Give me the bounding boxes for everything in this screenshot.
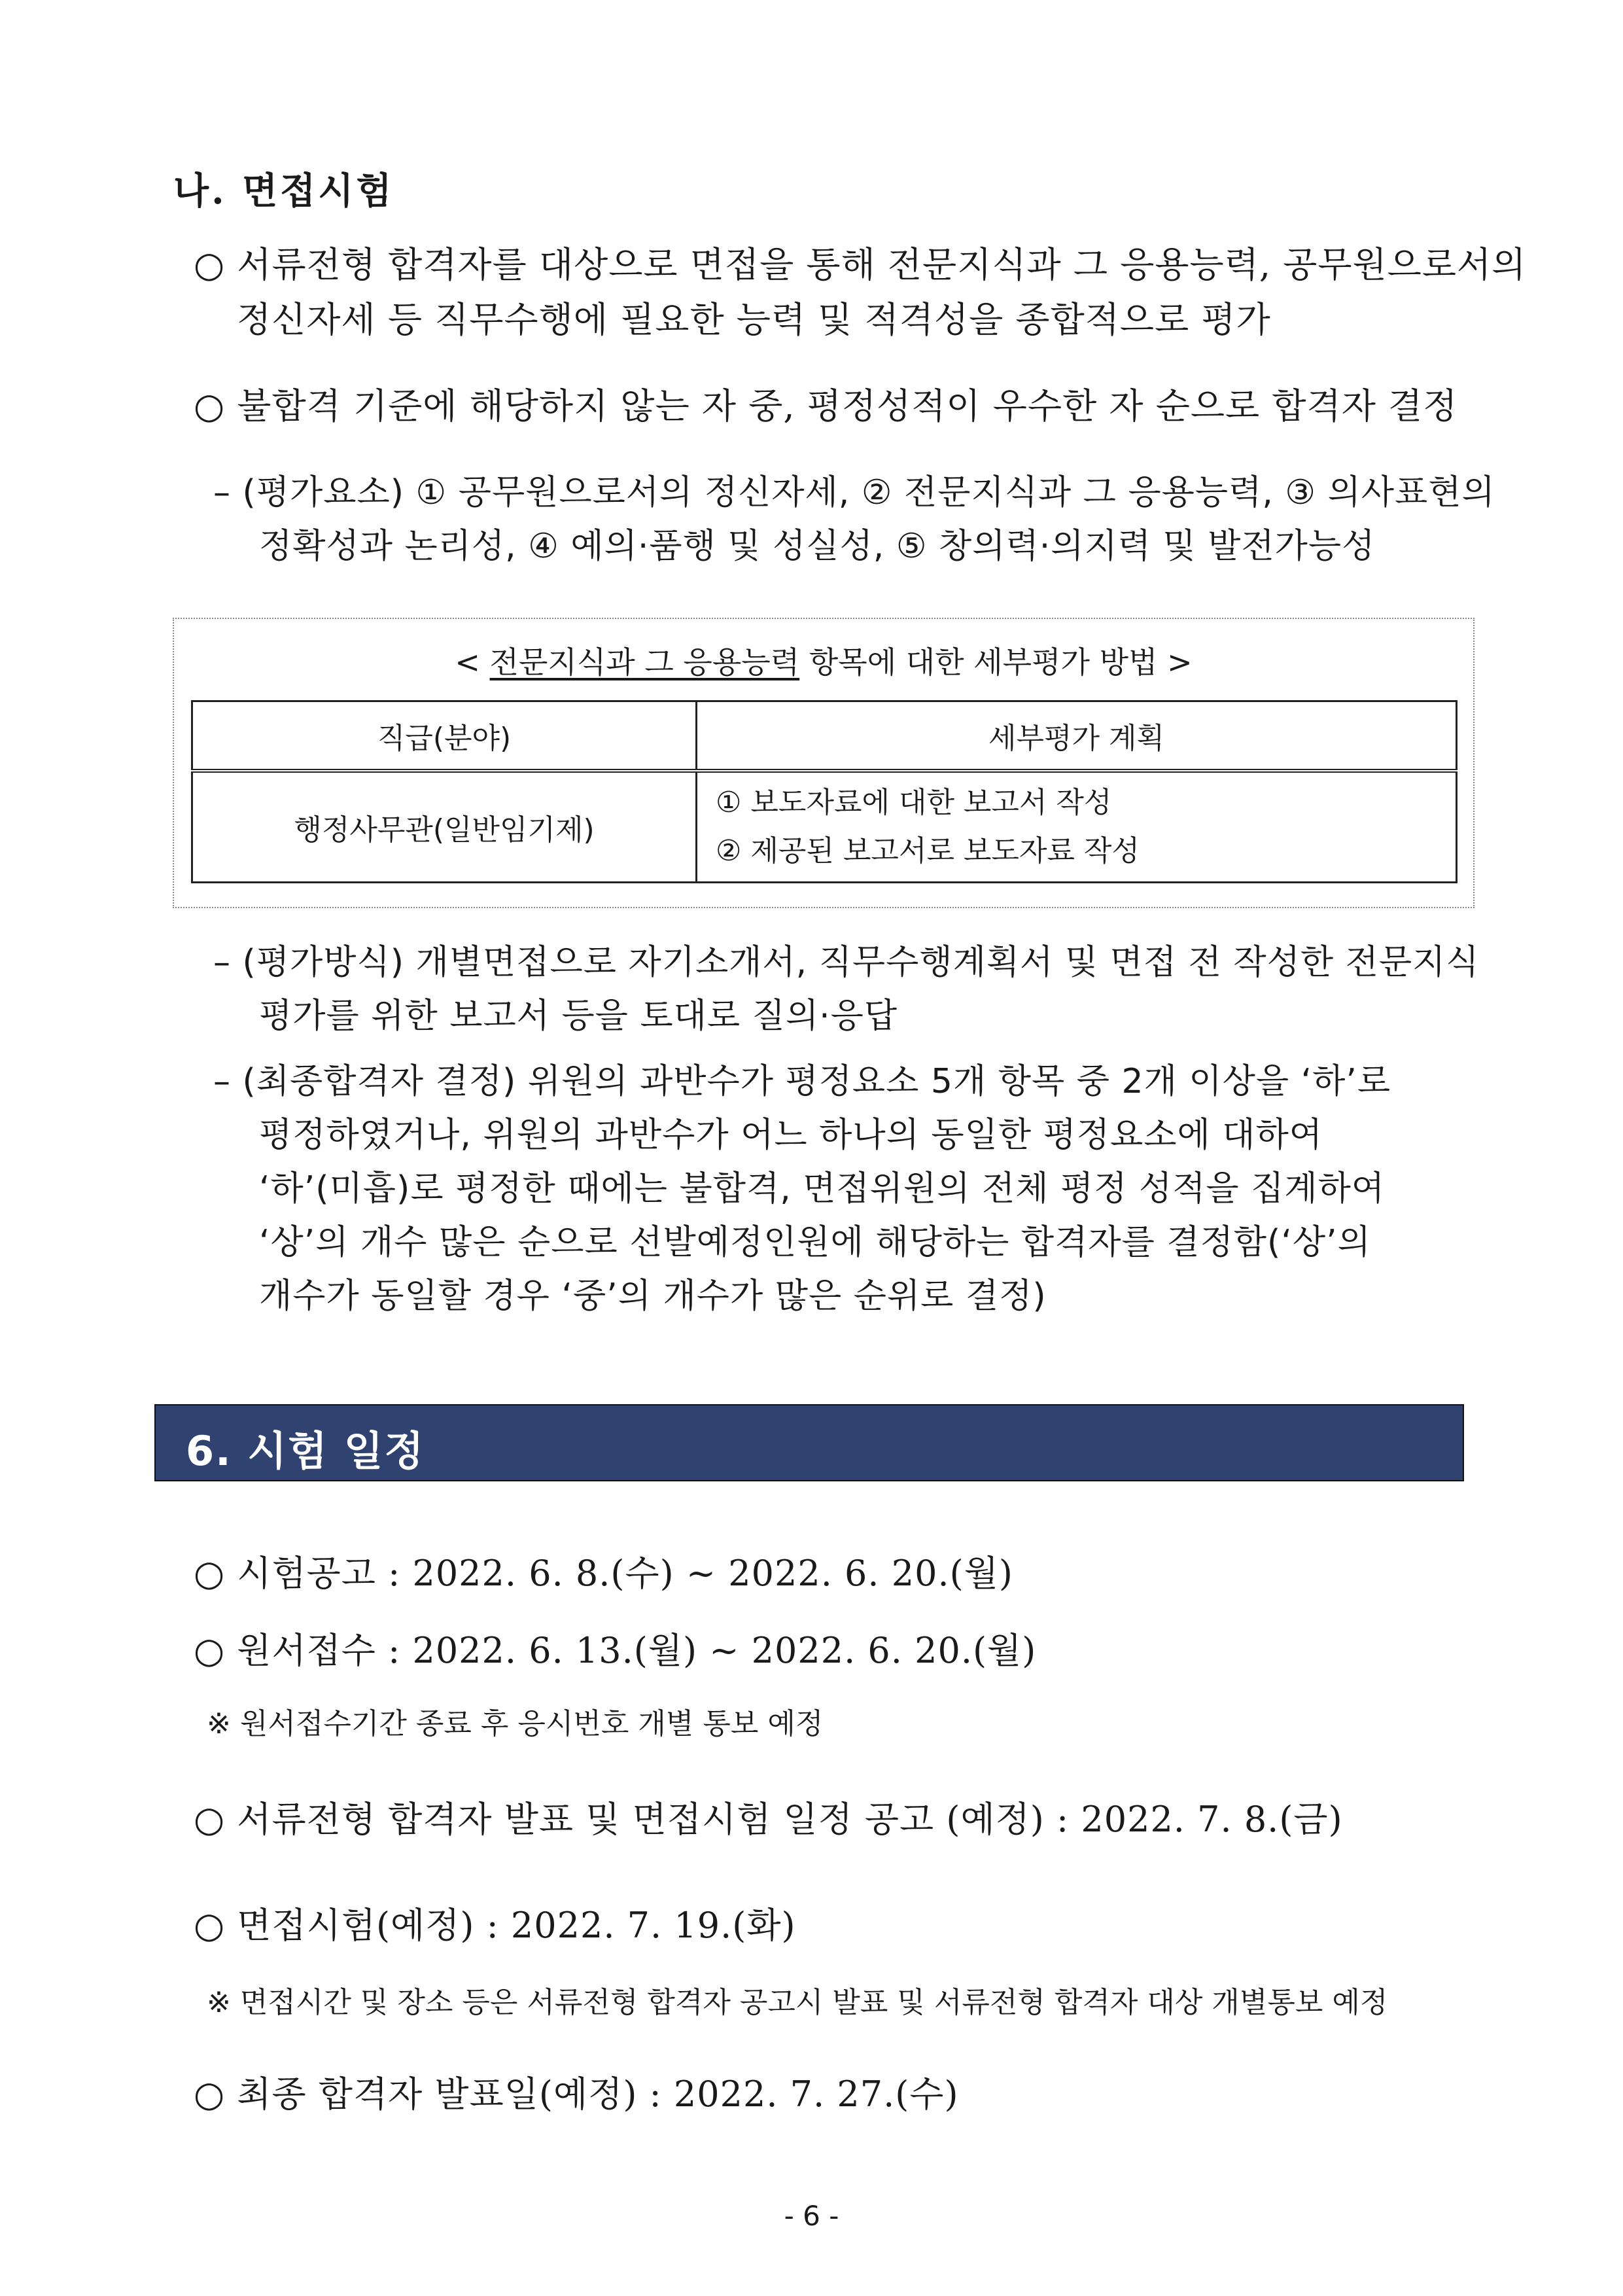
section-title-interview: 나. 면접시험 <box>173 169 394 213</box>
interview-summary-line2: 정신자세 등 직무수행에 필요한 능력 및 적격성을 종합적으로 평가 <box>237 299 1271 340</box>
final-decision-line5: 개수가 동일할 경우 ‘중’의 개수가 많은 순위로 결정) <box>259 1277 1047 1316</box>
caption-open: < <box>455 645 490 680</box>
table-row <box>192 771 1457 883</box>
final-decision-line4: ‘상’의 개수 많은 순으로 선발예정인원에 해당하는 합격자를 결정함(‘상’의 <box>259 1223 1371 1262</box>
caption-underlined: 전문지식과 그 응용능력 <box>489 645 800 680</box>
section-title-schedule: 6. 시험 일정 <box>186 1427 425 1475</box>
table-header-row <box>192 701 1457 771</box>
eval-elements-line2: 정확성과 논리성, ④ 예의·품행 및 성실성, ⑤ 창의력·의지력 및 발전가능성 <box>259 527 1376 566</box>
eval-method-line1: – (평가방식) 개별면접으로 자기소개서, 직무수행계획서 및 면접 전 작성한 전문지식 <box>213 943 1480 982</box>
schedule-interview-note: ※ 면접시간 및 장소 등은 서류전형 합격자 공고시 발표 및 서류전형 합격자 대상 개별통보 예정 <box>207 1986 1388 2019</box>
page-number: - 6 - <box>784 2200 839 2232</box>
section-banner-schedule <box>154 1404 1464 1481</box>
eval-table <box>191 700 1457 883</box>
header-position: 직급(분야) <box>192 701 697 771</box>
cell-position: 행정사무관(일반임기제) <box>192 771 697 883</box>
final-decision-line2: 평정하였거나, 위원의 과반수가 어느 하나의 동일한 평정요소에 대하여 <box>259 1116 1323 1155</box>
cell-plan <box>697 771 1457 883</box>
eval-table-caption <box>174 639 1473 682</box>
schedule-application: ○ 원서접수 : 2022. 6. 13.(월) ~ 2022. 6. 20.(월) <box>194 1630 1037 1671</box>
interview-summary-line1: ○ 서류전형 합격자를 대상으로 면접을 통해 전문지식과 그 응용능력, 공무원으로서의 <box>194 244 1527 285</box>
header-plan: 세부평가 계획 <box>697 701 1457 771</box>
pass-criteria: ○ 불합격 기준에 해당하지 않는 자 중, 평정성적이 우수한 자 순으로 합격자 결정 <box>194 385 1458 427</box>
eval-method-line2: 평가를 위한 보고서 등을 토대로 질의·응답 <box>259 997 898 1036</box>
final-decision-line3: ‘하’(미흡)로 평정한 때에는 불합격, 면접위원의 전체 평정 성적을 집계하여 <box>259 1169 1386 1209</box>
schedule-notice: ○ 시험공고 : 2022. 6. 8.(수) ~ 2022. 6. 20.(월) <box>194 1553 1013 1594</box>
eval-table-box <box>173 618 1475 908</box>
caption-rest: 항목에 대한 세부평가 방법 > <box>799 645 1193 680</box>
schedule-final-result: ○ 최종 합격자 발표일(예정) : 2022. 7. 27.(수) <box>194 2074 959 2115</box>
eval-elements-line1: – (평가요소) ① 공무원으로서의 정신자세, ② 전문지식과 그 응용능력, ③ 의사표현의 <box>213 473 1495 512</box>
plan-item-2: ② 제공된 보고서로 보도자료 작성 <box>716 834 1140 868</box>
plan-item-1: ① 보도자료에 대한 보고서 작성 <box>716 786 1112 819</box>
schedule-interview: ○ 면접시험(예정) : 2022. 7. 19.(화) <box>194 1905 796 1946</box>
schedule-application-note: ※ 원서접수기간 종료 후 응시번호 개별 통보 예정 <box>207 1707 824 1740</box>
schedule-document-result: ○ 서류전형 합격자 발표 및 면접시험 일정 공고 (예정) : 2022. 7. 8.(금) <box>194 1799 1343 1840</box>
final-decision-line1: – (최종합격자 결정) 위원의 과반수가 평정요소 5개 항목 중 2개 이상을 ‘하’로 <box>213 1062 1391 1101</box>
